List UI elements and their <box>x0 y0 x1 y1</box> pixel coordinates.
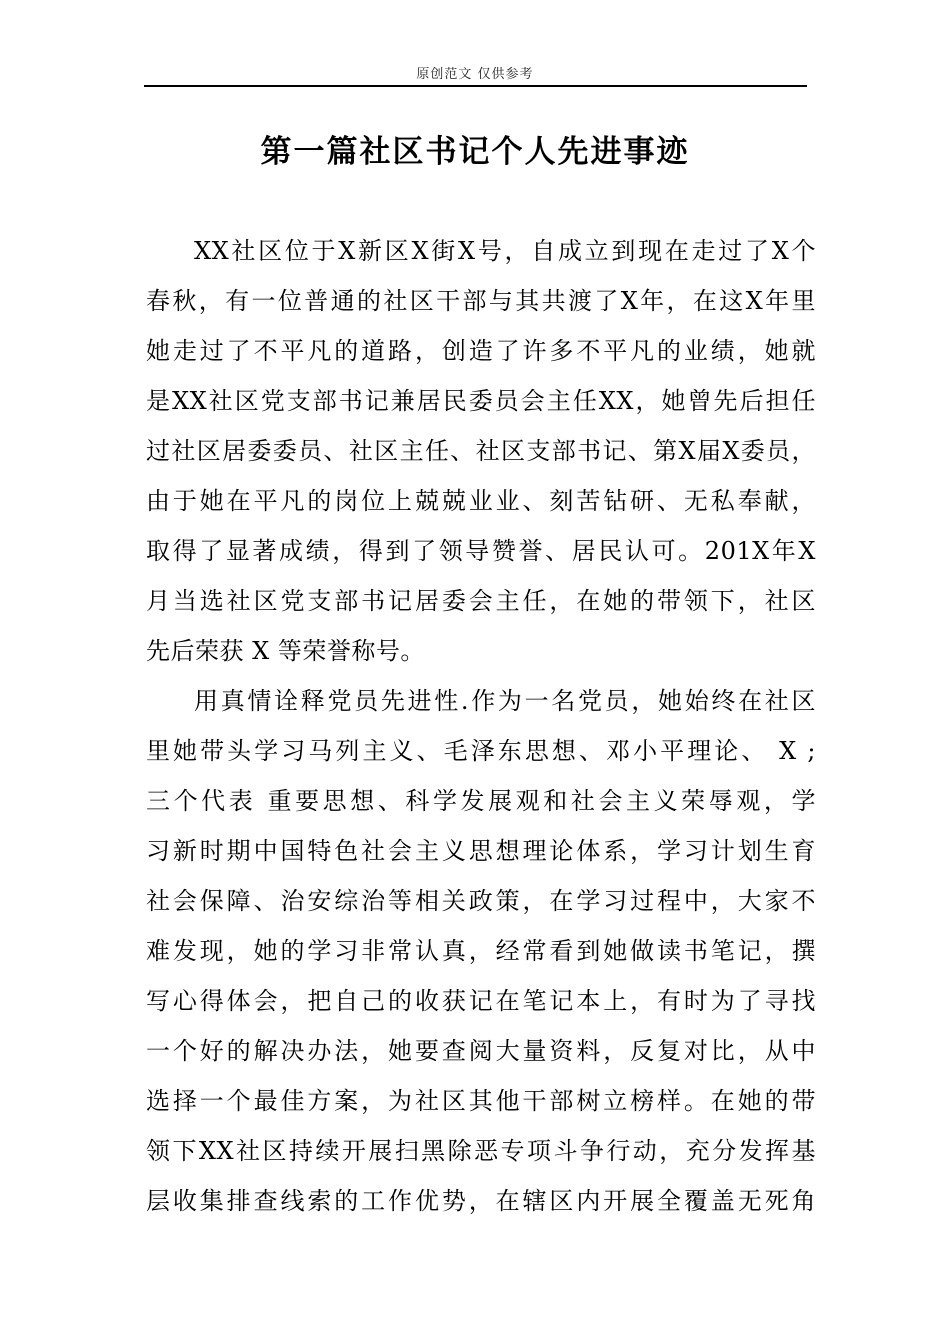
body-text-line: 月当选社区党支部书记居委会主任，在她的带领下，社区 <box>146 587 816 615</box>
body-text-line: 先后荣获 X 等荣誉称号。 <box>146 637 425 665</box>
body-text-line: 里她带头学习马列主义、毛泽东思想、邓小平理论、 X ; <box>146 737 816 765</box>
document-body <box>146 226 816 1226</box>
body-text-line: 难发现，她的学习非常认真，经常看到她做读书笔记，撰 <box>146 937 816 965</box>
body-text-line: 习新时期中国特色社会主义思想理论体系，学习计划生育 <box>146 837 816 865</box>
page-header-text: 原创范文 仅供参考 <box>416 67 534 82</box>
body-text-line: 是XX社区党支部书记兼居民委员会主任XX，她曾先后担任 <box>146 387 816 415</box>
document-title: 第一篇社区书记个人先进事迹 <box>260 134 690 170</box>
body-text-line: 选择一个最佳方案，为社区其他干部树立榜样。在她的带 <box>146 1087 816 1115</box>
body-text-line: 领下XX社区持续开展扫黑除恶专项斗争行动，充分发挥基 <box>146 1137 816 1165</box>
body-text-line: 社会保障、治安综治等相关政策，在学习过程中，大家不 <box>146 887 816 915</box>
body-text-line: 三个代表 重要思想、科学发展观和社会主义荣辱观，学 <box>146 787 816 815</box>
body-text-line: 过社区居委委员、社区主任、社区支部书记、第X届X委员， <box>146 437 816 465</box>
body-text-line: 用真情诠释党员先进性.作为一名党员，她始终在社区 <box>194 687 816 715</box>
body-text-line: 写心得体会，把自己的收获记在笔记本上，有时为了寻找 <box>146 987 816 1015</box>
body-text-line: 取得了显著成绩，得到了领导赞誉、居民认可。201X年X <box>146 537 816 565</box>
body-text-line: 春秋，有一位普通的社区干部与其共渡了X年，在这X年里 <box>146 287 816 315</box>
body-text-line: 她走过了不平凡的道路，创造了许多不平凡的业绩，她就 <box>146 337 816 365</box>
header-divider <box>144 85 807 87</box>
body-text-line: 层收集排查线索的工作优势，在辖区内开展全覆盖无死角 <box>146 1187 816 1215</box>
body-text-line: 一个好的解决办法，她要查阅大量资料，反复对比，从中 <box>146 1037 816 1065</box>
body-text-line: XX社区位于X新区X街X号，自成立到现在走过了X个 <box>194 237 816 265</box>
body-text-line: 由于她在平凡的岗位上兢兢业业、刻苦钻研、无私奉献， <box>146 487 816 515</box>
